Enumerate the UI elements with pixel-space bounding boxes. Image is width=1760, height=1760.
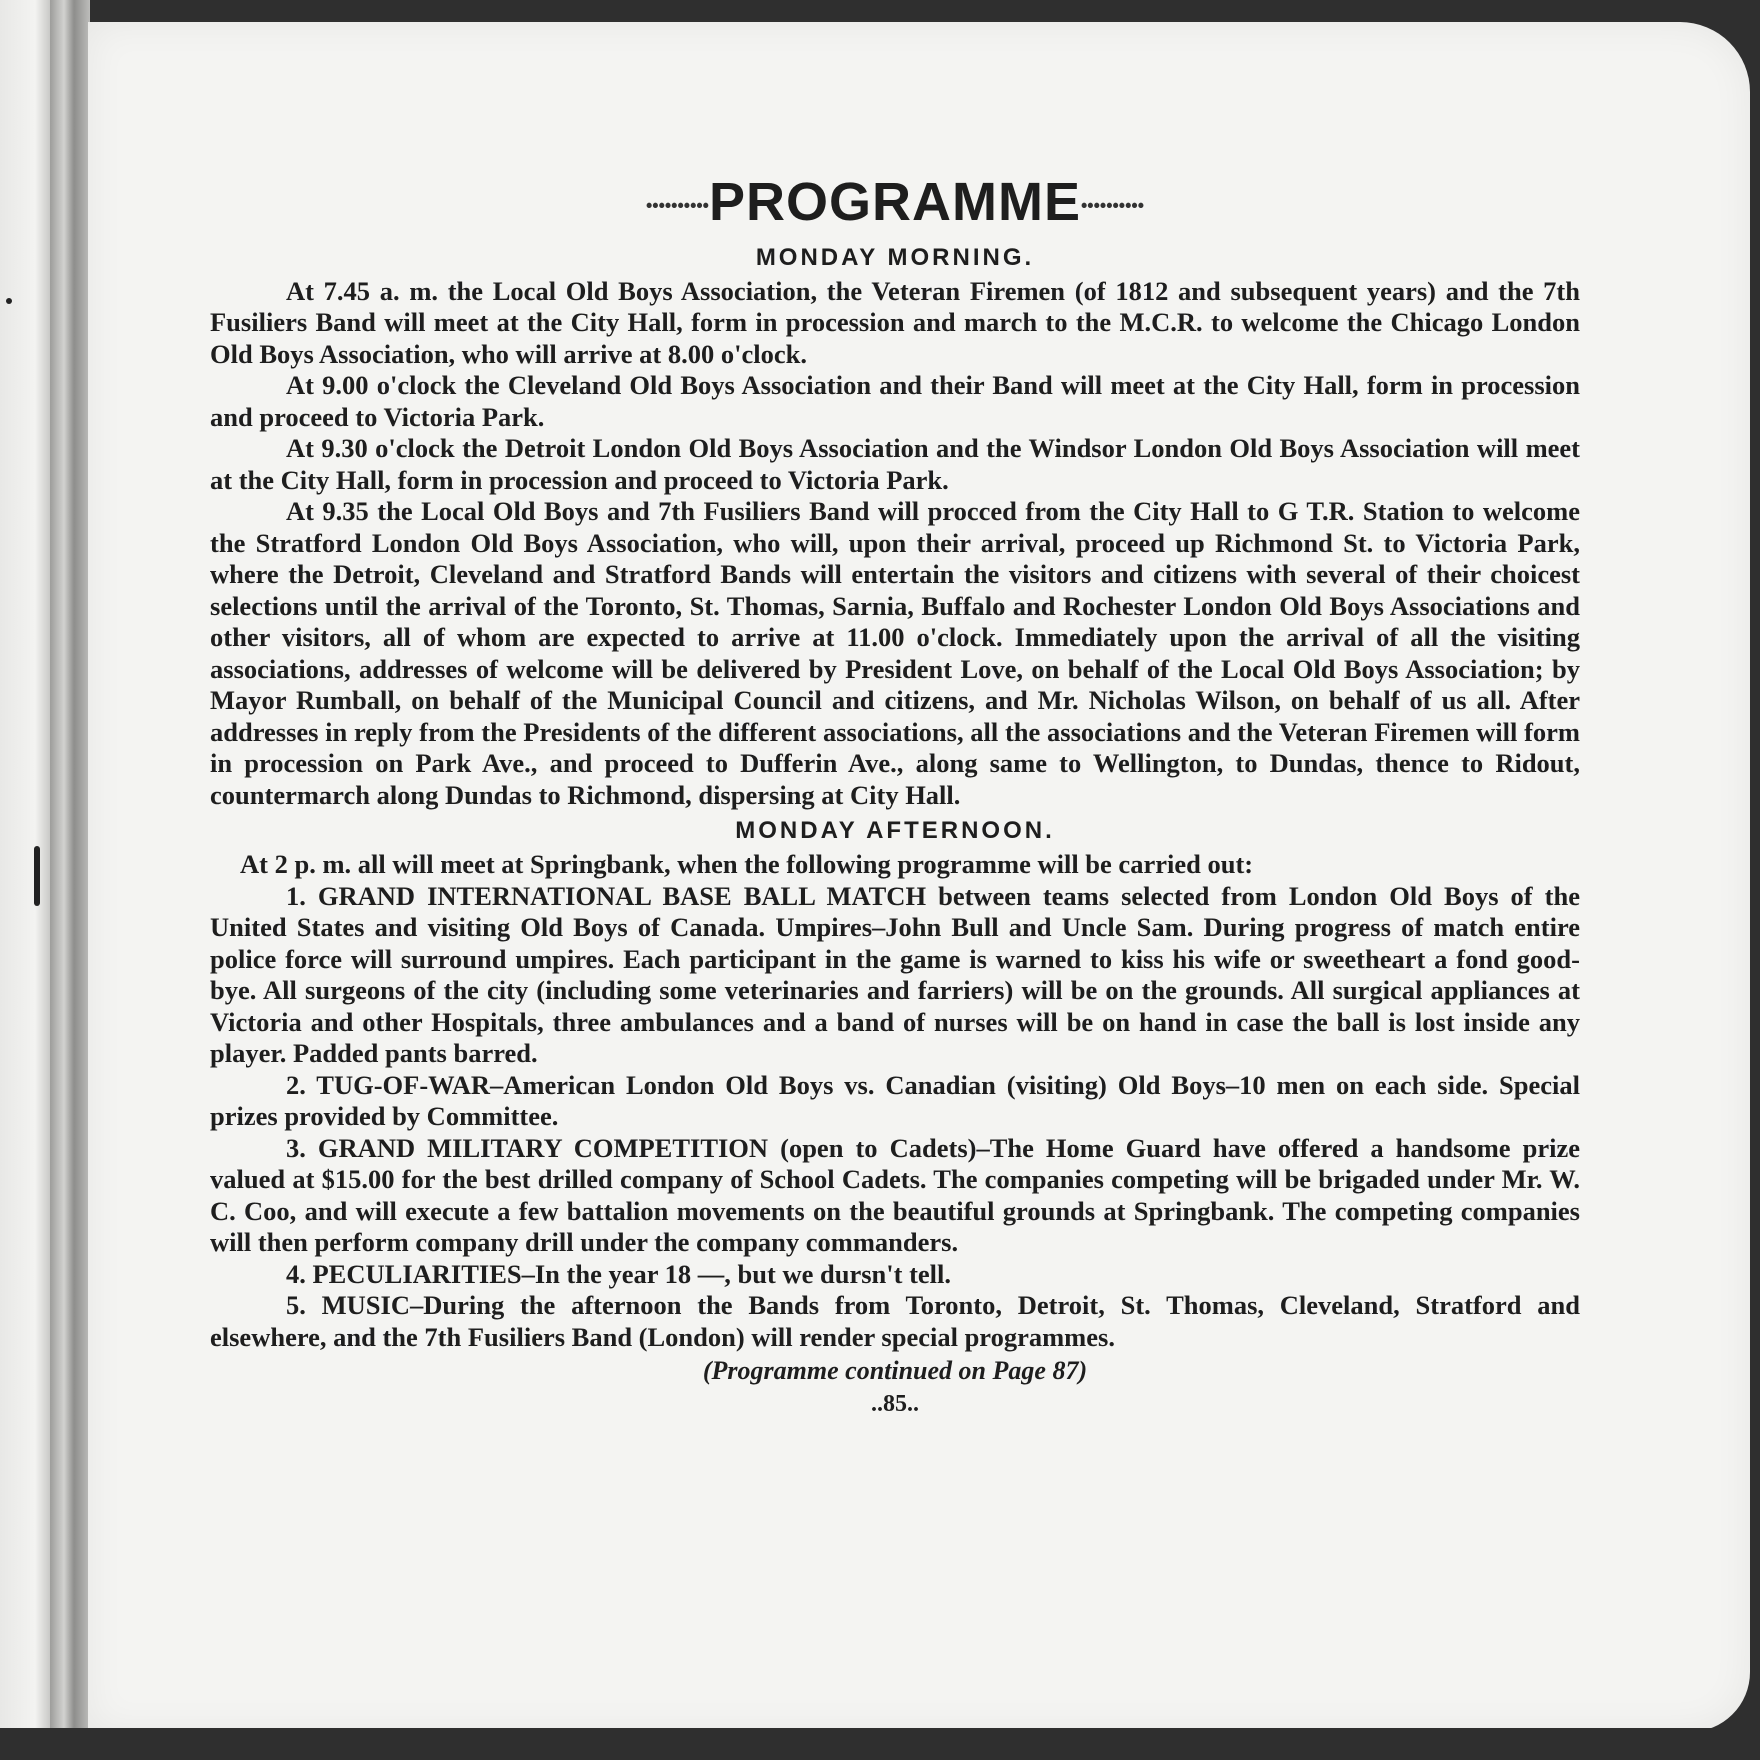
monday-afternoon-heading: MONDAY AFTERNOON.: [735, 817, 1055, 845]
programme-item: 1. GRAND INTERNATIONAL BASE BALL MATCH between teams selected from London Old Boys of the United States and visiting Old Boys of Canada. Umpires–John Bull and Uncle Sam. During progress of match entire police force will surround umpires. Each participant in the game is warned to kiss his wife or sweetheart a fond good-bye. All surgeons of the city (including some veterinaries and farriers) will be on the grounds. All surgical appliances at Victoria and other Hospitals, three ambulances and a band of nurses will be on hand in case the ball is lost inside any player. Padded pants barred.: [210, 880, 1580, 1069]
book-gutter: [50, 0, 90, 1760]
programme-item: 5. MUSIC–During the afternoon the Bands from Toronto, Detroit, St. Thomas, Cleveland, Stratford and elsewhere, and the 7th Fusiliers Band (London) will render special programmes.: [210, 1290, 1580, 1352]
morning-paragraph: At 9.30 o'clock the Detroit London Old Boys Association and the Windsor London Old Boys Association will meet at the City Hall, form in procession and proceed to Victoria Park.: [210, 433, 1580, 495]
title-text: PROGRAMME: [709, 172, 1081, 232]
continued-note: (Programme continued on Page 87): [702, 1356, 1088, 1386]
title-ornament-left: ••••••••••: [645, 195, 709, 216]
page-number: ..85..: [871, 1391, 919, 1418]
afternoon-intro: At 2 p. m. all will meet at Springbank, when the following programme will be carried out:: [240, 849, 1254, 880]
morning-paragraph: At 9.00 o'clock the Cleveland Old Boys Association and their Band will meet at the City Hall, form in procession and proceed to Victoria Park.: [210, 370, 1580, 432]
programme-item: 2. TUG-OF-WAR–American London Old Boys vs. Canadian (visiting) Old Boys–10 men on each side. Special prizes provided by Committee.: [210, 1069, 1580, 1132]
monday-morning-heading: MONDAY MORNING.: [755, 243, 1035, 271]
left-page-edge: [0, 0, 50, 1760]
edge-dot: [6, 298, 12, 304]
page-content: [210, 170, 1580, 1421]
bottom-shadow: [0, 1728, 1760, 1760]
morning-paragraph: At 7.45 a. m. the Local Old Boys Association, the Veteran Firemen (of 1812 and subsequent years) and the 7th Fusiliers Band will meet at the City Hall, form in procession and march to the M.C.R. to welcome the Chicago London Old Boys Association, who will arrive at 8.00 o'clock.: [210, 275, 1580, 369]
programme-title: [210, 170, 1580, 238]
binding-mark: [34, 846, 40, 906]
programme-item: 4. PECULIARITIES–In the year 18 —, but we dursn't tell.: [286, 1258, 952, 1289]
morning-paragraph: At 9.35 the Local Old Boys and 7th Fusiliers Band will procced from the City Hall to G T.R. Station to welcome the Stratford London Old Boys Association, who will, upon their arrival, proceed up Richmond St. to Victoria Park, where the Detroit, Cleveland and Stratford Bands will entertain the visitors and citizens with several of their choicest selections until the arrival of the Toronto, St. Thomas, Sarnia, Buffalo and Rochester London Old Boys Associations and other visitors, all of whom are expected to arrive at 11.00 o'clock. Immediately upon the arrival of all the visiting associations, addresses of welcome will be delivered by President Love, on behalf of the Local Old Boys Association; by Mayor Rumball, on behalf of the Municipal Council and citizens, and Mr. Nicholas Wilson, on behalf of us all. After addresses in reply from the Presidents of the different associations, all the associations and the Veteran Firemen will form in procession on Park Ave., and proceed to Dufferin Ave., along same to Wellington, to Dundas, thence to Ridout, countermarch along Dundas to Richmond, dispersing at City Hall.: [210, 496, 1580, 810]
title-ornament-right: ••••••••••: [1081, 195, 1145, 216]
programme-item: 3. GRAND MILITARY COMPETITION (open to Cadets)–The Home Guard have offered a handsome prize valued at $15.00 for the best drilled company of School Cadets. The companies competing will be brigaded under Mr. W. C. Coo, and will execute a few battalion movements on the beautiful grounds at Springbank. The competing companies will then perform company drill under the company commanders.: [210, 1132, 1580, 1258]
